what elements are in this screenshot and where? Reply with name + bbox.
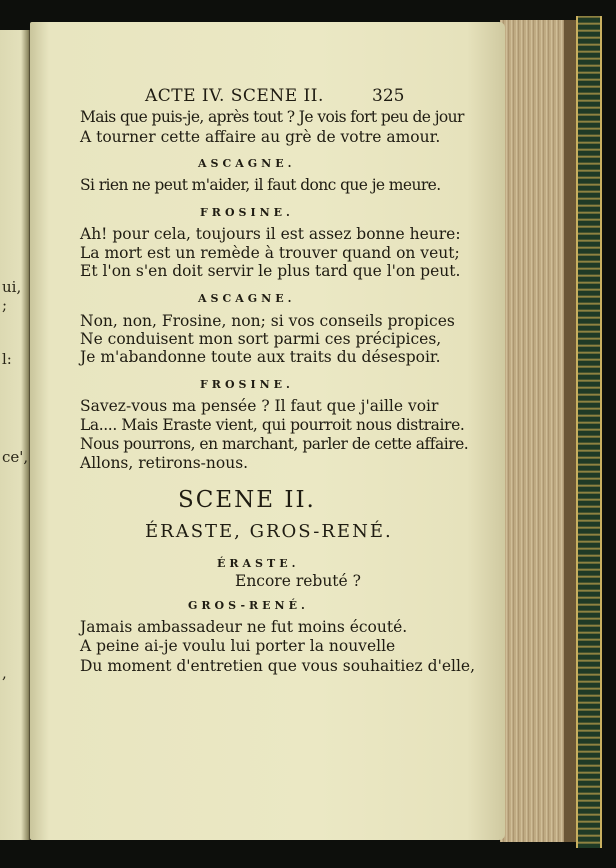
left-page-fragment: , — [2, 664, 7, 682]
speaker-name: ÉRASTE. — [217, 557, 300, 570]
verse-line: A tourner cette affaire au grè de votre amour. — [80, 128, 441, 146]
verse-line: Si rien ne peut m'aider, il faut donc que je meure. — [80, 176, 441, 194]
verse-line: Savez-vous ma pensée ? Il faut que j'aille voir — [80, 397, 439, 415]
scene-title: SCENE II. — [178, 487, 316, 513]
speaker-name: ASCAGNE. — [198, 157, 296, 170]
verse-line: La.... Mais Eraste vient, qui pourroit nous distraire. — [80, 416, 465, 434]
speaker-name: FROSINE. — [200, 206, 294, 219]
verse-line: Ne conduisent mon sort parmi ces précipices, — [80, 330, 442, 348]
left-page-fragment: ; — [2, 296, 8, 314]
left-page-fragment: l: — [2, 350, 12, 368]
running-title: ACTE IV. SCENE II. — [145, 86, 324, 106]
speaker-name: FROSINE. — [200, 378, 294, 391]
left-page-edge — [0, 30, 30, 840]
book-binding — [576, 16, 602, 848]
left-page-fragment: ui, — [2, 278, 22, 296]
speaker-name: ASCAGNE. — [198, 292, 296, 305]
verse-line: Non, non, Frosine, non; si vos conseils propices — [80, 312, 455, 330]
page-number: 325 — [372, 86, 405, 106]
verse-line: Et l'on s'en doit servir le plus tard que l'on peut. — [80, 262, 461, 280]
verse-line: Ah! pour cela, toujours il est assez bonne heure: — [80, 225, 461, 243]
verse-line: A peine ai-je voulu lui porter la nouvelle — [80, 637, 396, 655]
page-edges — [500, 20, 578, 842]
verse-line: Mais que puis-je, après tout ? Je vois fort peu de jour — [80, 108, 464, 126]
speaker-name: GROS-RENÉ. — [188, 599, 309, 612]
scene-characters: ÉRASTE, GROS-RENÉ. — [145, 521, 393, 542]
verse-line: Du moment d'entretien que vous souhaitiez d'elle, — [80, 657, 476, 675]
verse-line: Encore rebuté ? — [235, 572, 361, 590]
left-page-fragment: ce', — [2, 448, 29, 466]
verse-line: Je m'abandonne toute aux traits du désespoir. — [80, 348, 441, 366]
verse-line: Nous pourrons, en marchant, parler de cette affaire. — [80, 435, 469, 453]
verse-line: Jamais ambassadeur ne fut moins écouté. — [80, 618, 408, 636]
verse-line: Allons, retirons-nous. — [80, 454, 249, 472]
verse-line: La mort est un remède à trouver quand on veut; — [80, 244, 460, 262]
